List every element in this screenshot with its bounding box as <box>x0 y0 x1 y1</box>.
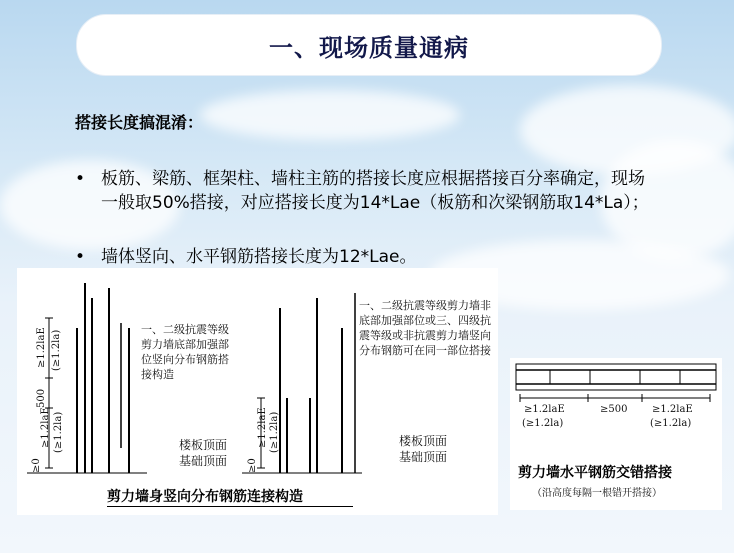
base-top-label: 基础顶面 <box>399 450 448 464</box>
vertical-splice-figure <box>17 268 498 515</box>
dim-label: (≥1.2la) <box>650 418 692 429</box>
bullet-dot: • <box>75 247 86 267</box>
dim-label: ≥1.2laE <box>524 404 565 415</box>
dim-label: ≥1.2laE <box>36 327 47 368</box>
dim-label: ≥1.2laE <box>257 407 268 448</box>
bullet-item <box>75 167 675 239</box>
figure-note: 一、二级抗震等级剪力墙底部加强部位竖向分布钢筋搭接构造 <box>141 323 229 381</box>
dim-label: (≥1.2la) <box>51 329 62 371</box>
figure-note: 一、二级抗震等级剪力墙非底部加强部位或三、四级抗震等级或非抗震剪力墙竖向分布钢筋可在同一部位搭接 <box>359 299 491 357</box>
slab-top-label: 楼板顶面 <box>399 434 448 448</box>
slide-subtitle: 搭接长度搞混淆： <box>75 113 204 132</box>
bullet-text: 板筋、梁筋、框架柱、墙柱主筋的搭接长度应根据搭接百分率确定，现场一般取50%搭接，对应搭接长度为14*Lae（板筋和次梁钢筋取14*La）； <box>101 169 649 213</box>
bullet-text: 墙体竖向、水平钢筋搭接长度为12*Lae。 <box>101 247 417 267</box>
dim-label: ≥500 <box>600 404 628 415</box>
title-bar <box>76 14 662 76</box>
figure-caption: 剪力墙身竖向分布钢筋连接构造 <box>107 489 303 505</box>
slab-top-label: 楼板顶面 <box>179 438 228 452</box>
figure-caption: 剪力墙水平钢筋交错搭接 <box>518 465 672 481</box>
dim-label: ≥1.2laE <box>652 404 693 415</box>
horizontal-splice-figure <box>510 358 722 510</box>
dim-label: (≥1.2la) <box>269 411 280 453</box>
slide-title: 一、现场质量通病 <box>269 33 469 62</box>
caption-underline <box>107 506 353 507</box>
cloud <box>200 90 460 140</box>
bullet-item <box>75 245 675 269</box>
base-top-label: 基础顶面 <box>179 454 228 468</box>
dim-label: ≥0 <box>31 458 42 473</box>
figure-note: （沿高度每隔一根错开搭接） <box>532 488 662 499</box>
dim-label: ≥1.2laE <box>40 407 51 448</box>
dim-label: (≥1.2la) <box>53 411 64 453</box>
dim-label: (≥1.2la) <box>522 418 564 429</box>
bullet-dot: • <box>75 169 86 189</box>
dim-label: 500 <box>36 388 47 408</box>
dim-label: ≥0 <box>247 458 258 473</box>
